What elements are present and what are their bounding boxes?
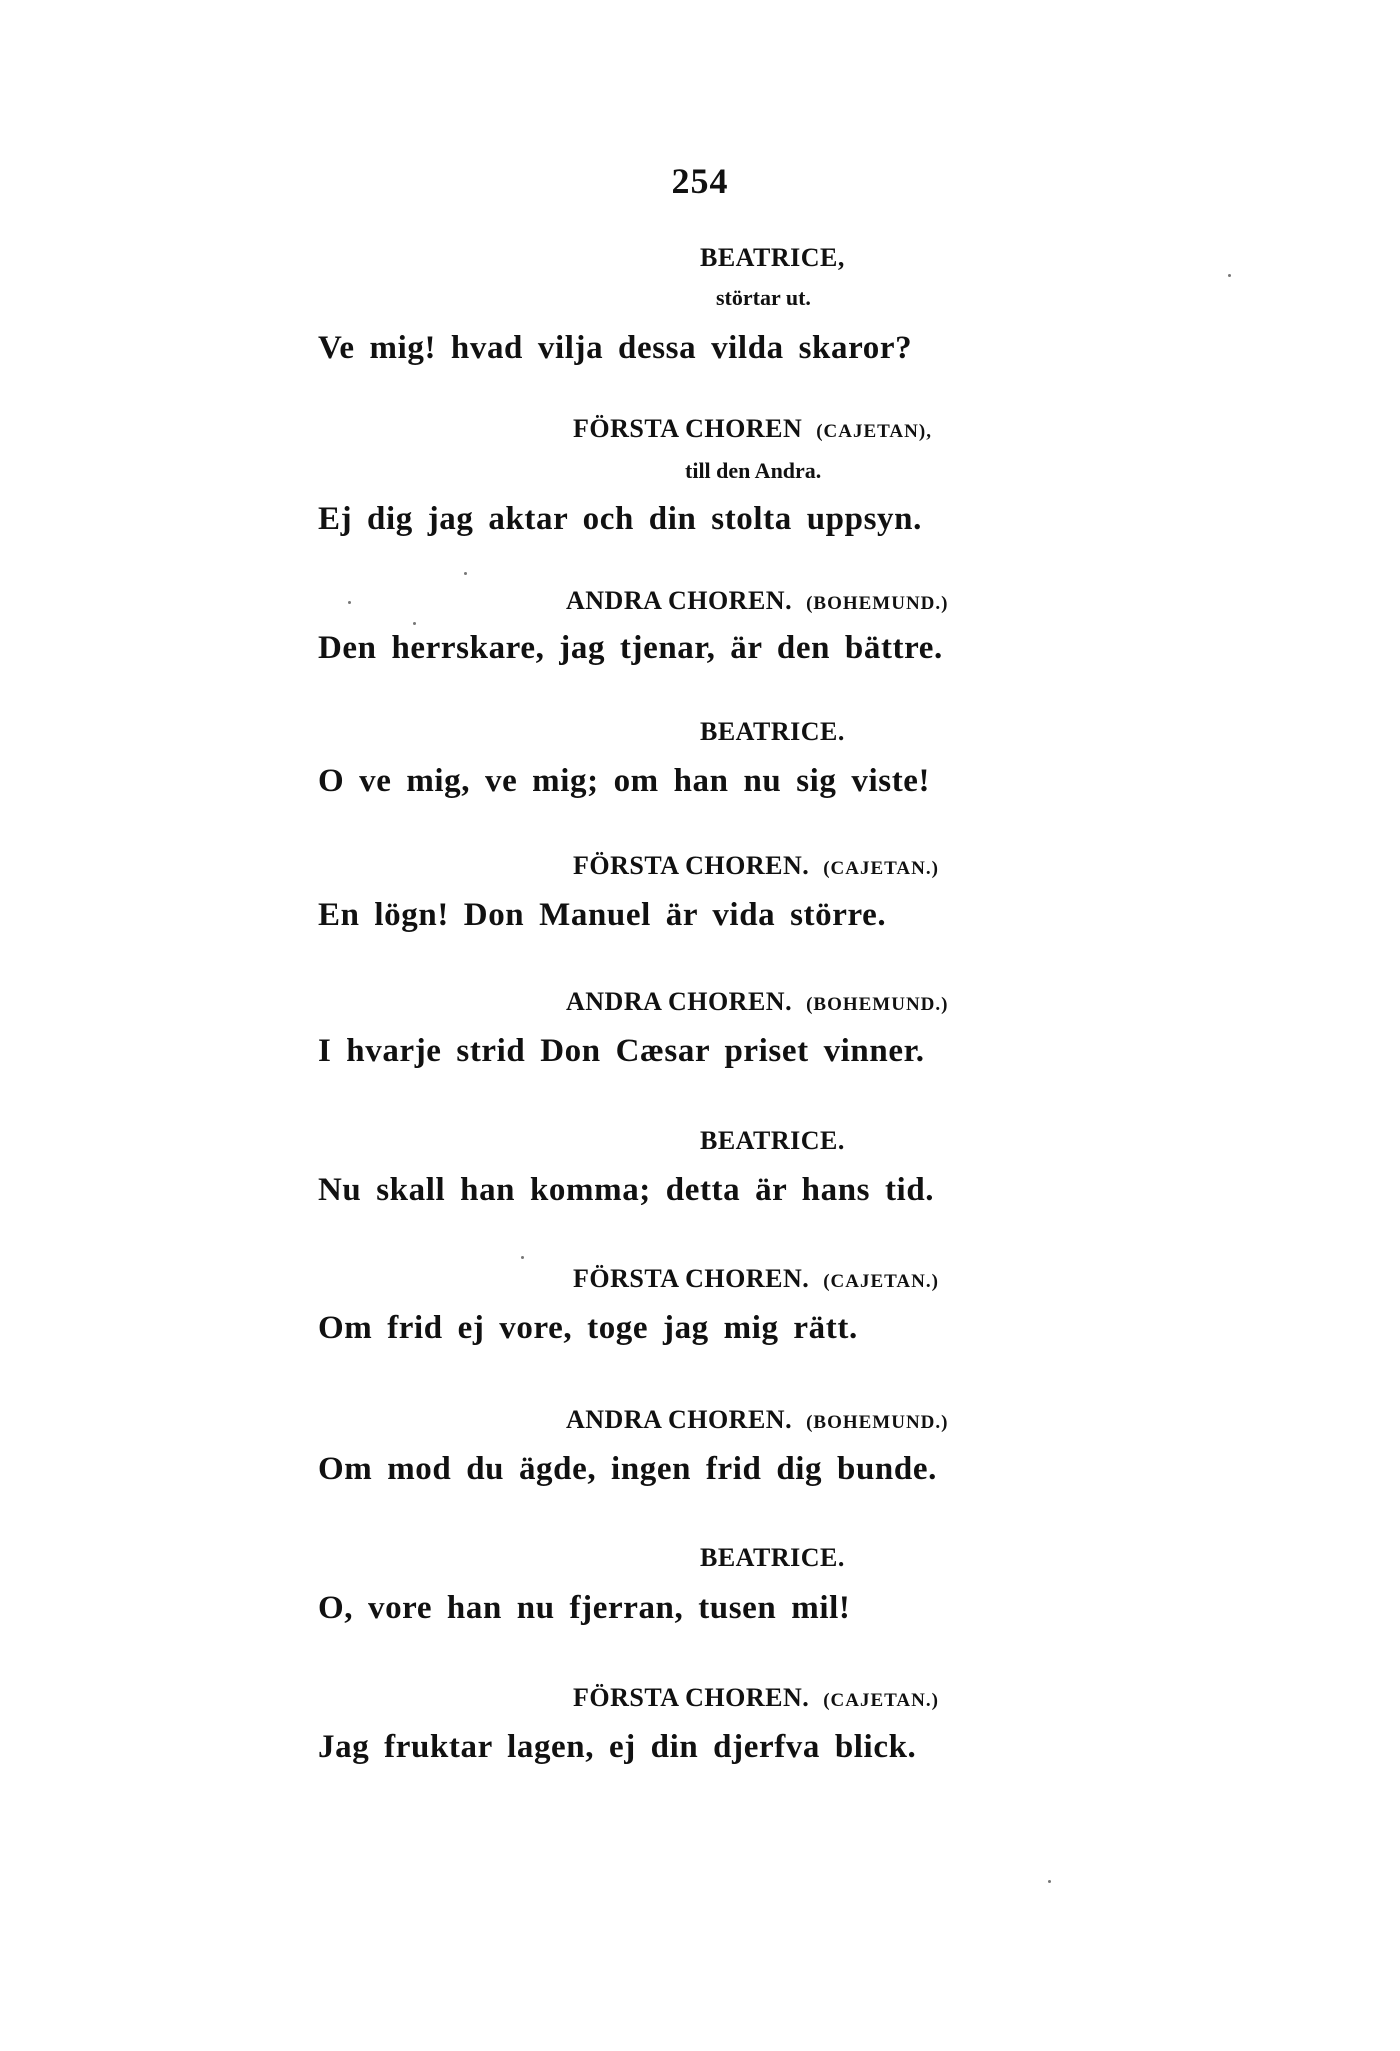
verse-line: Nu skall han komma; detta är hans tid. xyxy=(318,1172,935,1208)
speaker-role: (CAJETAN), xyxy=(816,421,932,442)
speaker-role: (CAJETAN.) xyxy=(823,1690,939,1711)
speaker-name: FÖRSTA CHOREN. xyxy=(573,1264,810,1293)
speaker-name: ANDRA CHOREN. xyxy=(566,987,793,1016)
verse-line: O, vore han nu fjerran, tusen mil! xyxy=(318,1590,851,1626)
verse-line: Ej dig jag aktar och din stolta uppsyn. xyxy=(318,501,922,537)
scan-speck xyxy=(1048,1880,1051,1883)
speaker-name: BEATRICE, xyxy=(700,243,845,272)
verse-line: Om frid ej vore, toge jag mig rätt. xyxy=(318,1310,858,1346)
verse-line: En lögn! Don Manuel är vida större. xyxy=(318,897,887,933)
verse-line: I hvarje strid Don Cæsar priset vinner. xyxy=(318,1033,925,1069)
speaker-heading xyxy=(700,717,845,747)
speaker-name: FÖRSTA CHOREN. xyxy=(573,1683,810,1712)
scan-speck xyxy=(1228,274,1231,277)
speaker-heading xyxy=(566,987,948,1017)
speaker-heading xyxy=(573,414,932,444)
speaker-name: ANDRA CHOREN. xyxy=(566,1405,793,1434)
stage-direction: till den Andra. xyxy=(685,458,822,483)
speaker-heading xyxy=(566,1405,948,1435)
speaker-name: FÖRSTA CHOREN xyxy=(573,414,803,443)
verse-line: O ve mig, ve mig; om han nu sig viste! xyxy=(318,763,931,799)
page-number: 254 xyxy=(671,161,729,201)
speaker-name: FÖRSTA CHOREN. xyxy=(573,851,810,880)
verse-line: Om mod du ägde, ingen frid dig bunde. xyxy=(318,1451,937,1487)
scan-speck xyxy=(521,1256,524,1259)
speaker-role: (BOHEMUND.) xyxy=(806,593,949,614)
verse-line: Den herrskare, jag tjenar, är den bättre. xyxy=(318,630,943,666)
speaker-name: BEATRICE. xyxy=(700,1126,845,1155)
speaker-role: (BOHEMUND.) xyxy=(806,1412,949,1433)
speaker-heading xyxy=(700,1126,845,1156)
scan-speck xyxy=(464,572,467,575)
verse-line: Ve mig! hvad vilja dessa vilda skaror? xyxy=(318,330,913,366)
speaker-heading xyxy=(700,243,845,273)
speaker-heading xyxy=(566,586,948,616)
scan-speck xyxy=(348,601,351,604)
speaker-role: (CAJETAN.) xyxy=(823,1271,939,1292)
speaker-heading xyxy=(573,1683,939,1713)
speaker-name: BEATRICE. xyxy=(700,1543,845,1572)
speaker-role: (BOHEMUND.) xyxy=(806,994,949,1015)
speaker-name: BEATRICE. xyxy=(700,717,845,746)
speaker-name: ANDRA CHOREN. xyxy=(566,586,793,615)
scan-speck xyxy=(413,622,416,625)
speaker-role: (CAJETAN.) xyxy=(823,858,939,879)
speaker-heading xyxy=(573,1264,939,1294)
speaker-heading xyxy=(700,1543,845,1573)
verse-line: Jag fruktar lagen, ej din djerfva blick. xyxy=(318,1729,917,1765)
speaker-heading xyxy=(573,851,939,881)
stage-direction: störtar ut. xyxy=(716,285,811,310)
